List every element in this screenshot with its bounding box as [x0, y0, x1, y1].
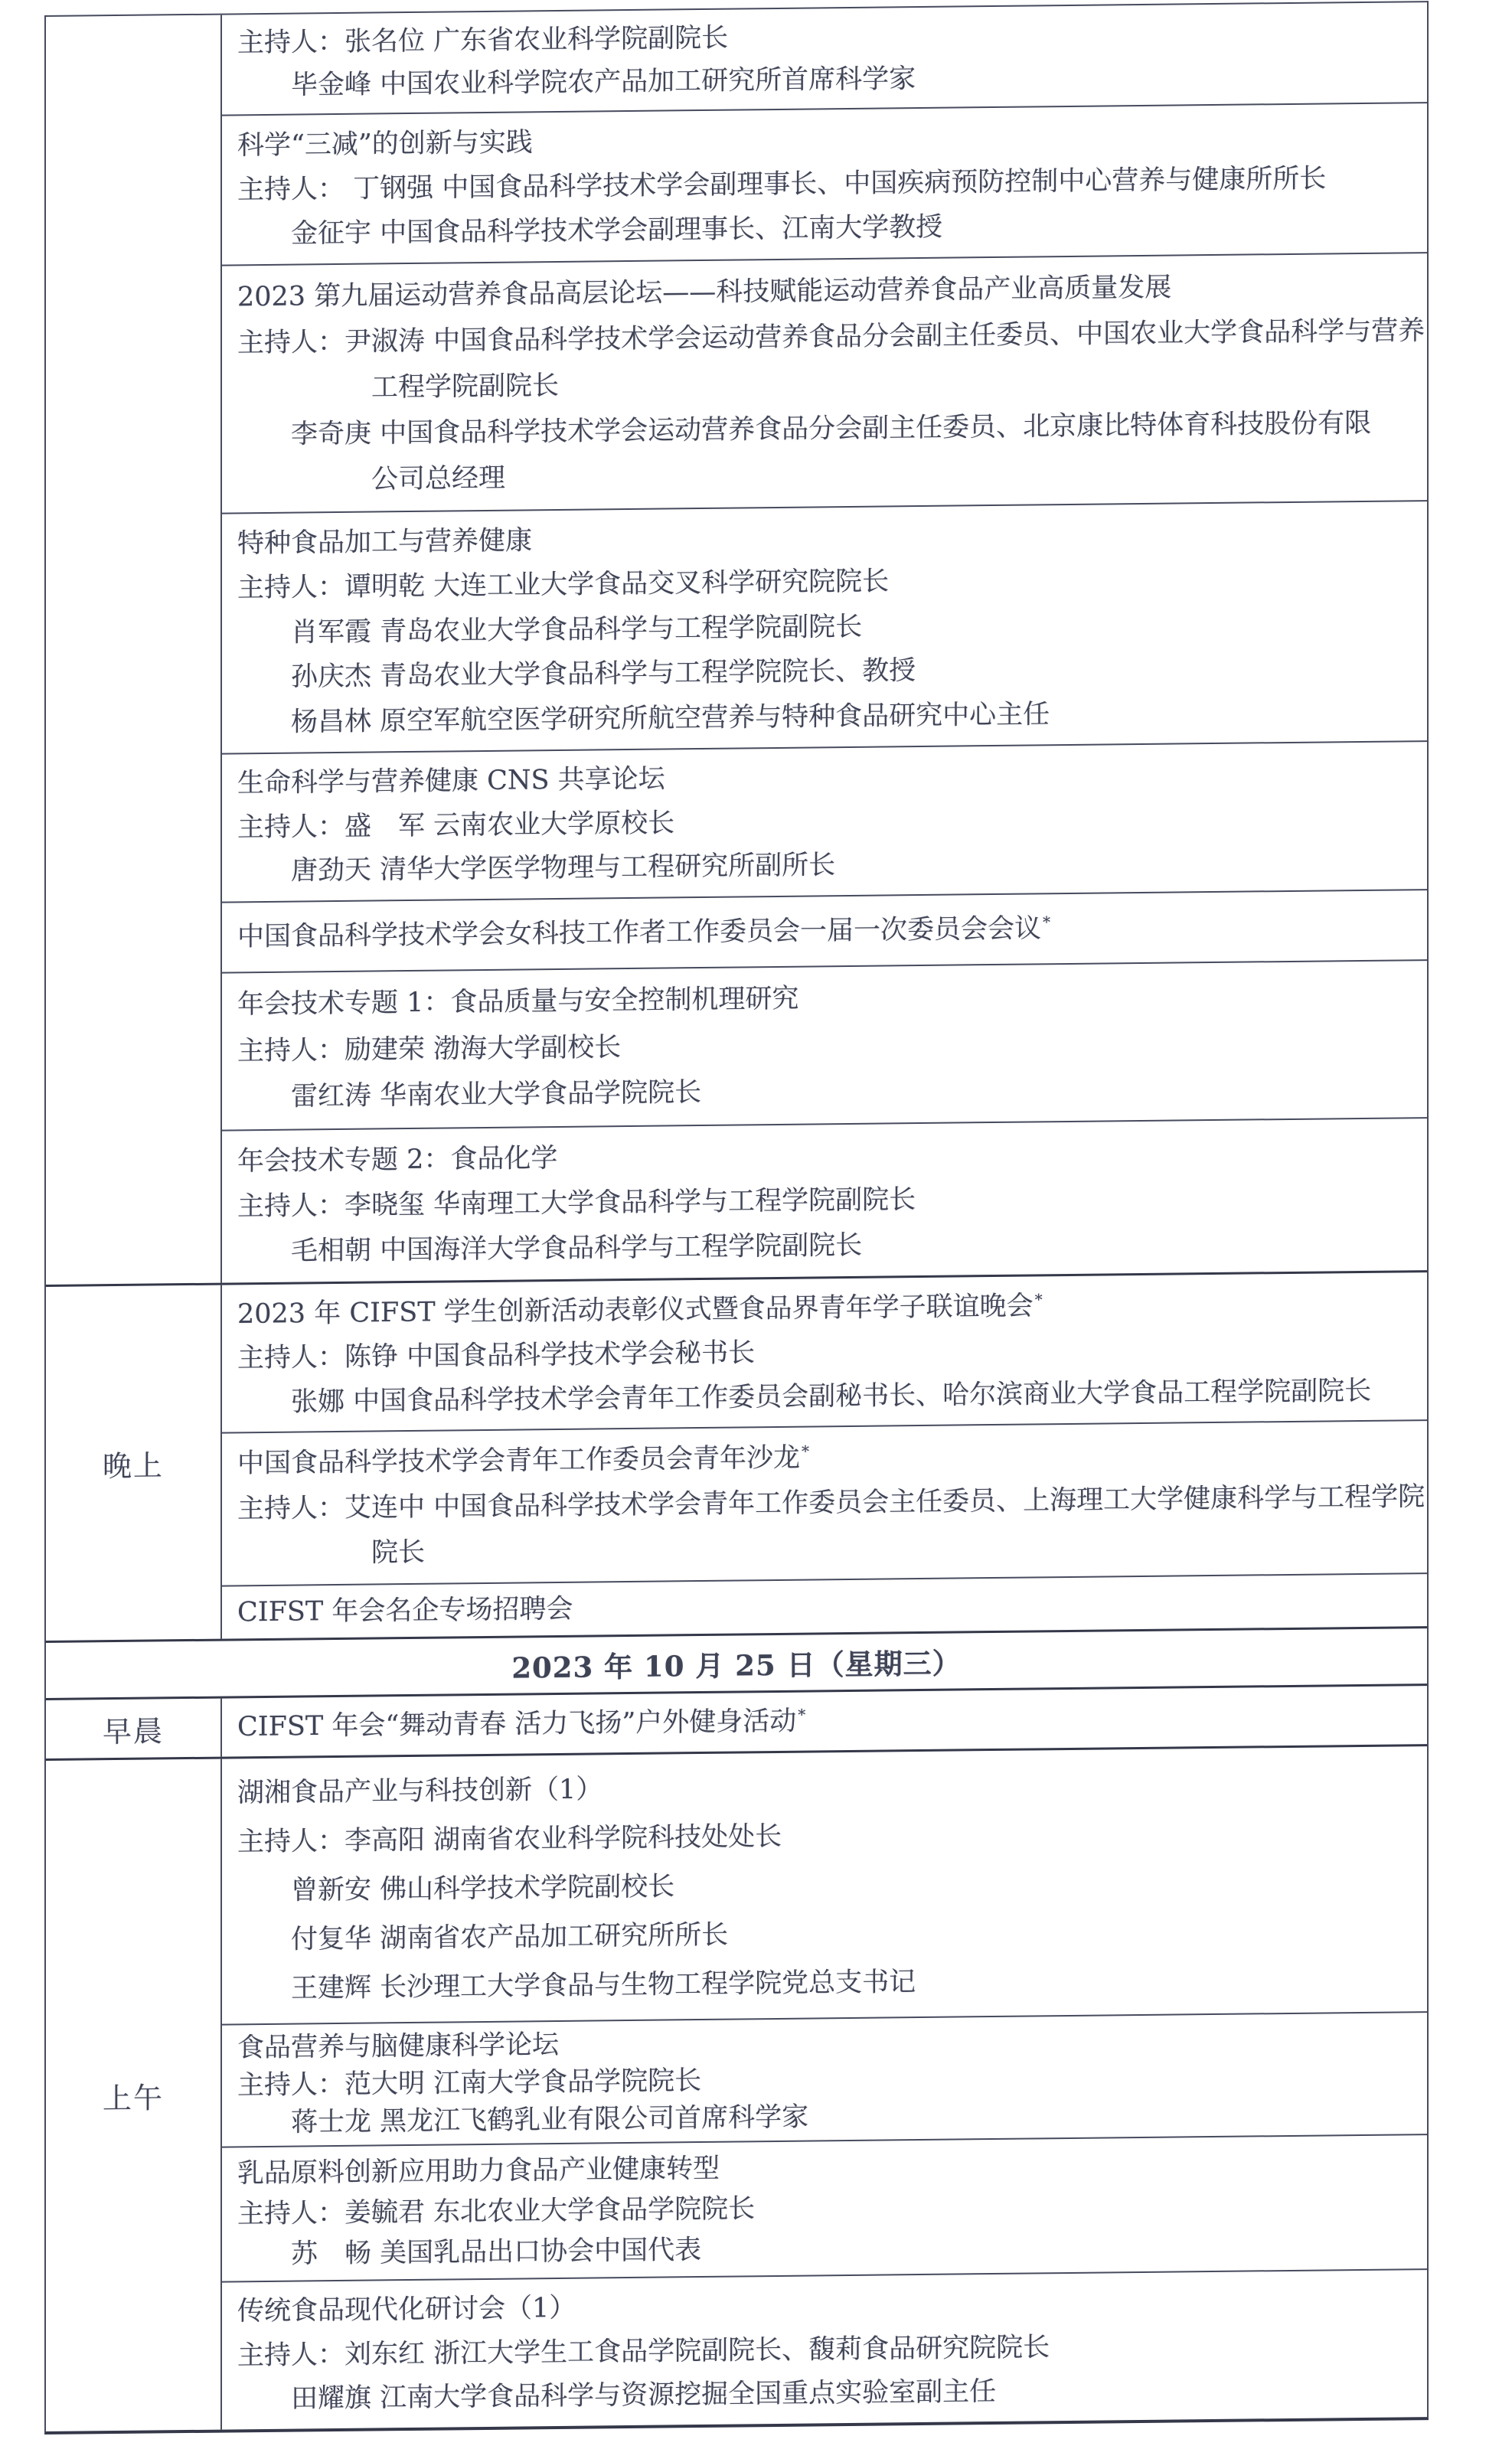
session-row	[222, 2, 1427, 114]
session-rows	[222, 1272, 1427, 1638]
schedule-section	[46, 1744, 1427, 2431]
session-rows	[222, 2, 1427, 1282]
time-cell	[46, 1759, 222, 2431]
time-label: 早晨	[102, 1713, 164, 1749]
moderator-name-line: 杨昌林 原空军航空医学研究所航空营养与特种食品研究中心主任	[291, 698, 1050, 738]
moderator-name-line: 孙庆杰 青岛农业大学食品科学与工程学院院长、教授	[291, 655, 916, 693]
session-row	[222, 1419, 1427, 1585]
session-title-line: 乳品原料创新应用助力食品产业健康转型	[237, 2153, 720, 2189]
session-row	[222, 1117, 1427, 1282]
moderator-line: 主持人：刘东红 浙江大学生工食品学院副院长、馥莉食品研究院院长	[237, 2331, 1050, 2372]
moderator-line: 主持人：尹淑涛 中国食品科学技术学会运动营养食品分会副主任委员、中国农业大学食品科学与营养	[237, 315, 1425, 359]
moderator-line: 主持人：李晓玺 华南理工大学食品科学与工程学院副院长	[237, 1184, 916, 1223]
continuation-line: 工程学院副院长	[371, 370, 560, 403]
session-title-line: 传统食品现代化研讨会（1）	[237, 2292, 576, 2327]
moderator-name-line: 唐劲天 清华大学医学物理与工程研究所副所长	[291, 850, 836, 887]
session-title-line: 2023 第九届运动营养食品高层论坛——科技赋能运动营养食品产业高质量发展	[237, 272, 1172, 312]
session-row	[222, 1746, 1427, 2023]
session-title-line: 2023 年 CIFST 学生创新活动表彰仪式暨食品界青年学子联谊晚会 *	[237, 1290, 1043, 1330]
footnote-asterisk: *	[798, 1706, 806, 1725]
session-title-line: CIFST 年会名企专场招聘会	[237, 1593, 573, 1628]
time-label: 上午	[102, 2080, 164, 2115]
session-title-line: 食品营养与脑健康科学论坛	[237, 2029, 560, 2063]
footnote-asterisk: *	[1043, 913, 1051, 932]
schedule-section	[46, 2, 1427, 1285]
session-title-line: 中国食品科学技术学会青年工作委员会青年沙龙 *	[237, 1442, 810, 1480]
continuation-line: 公司总经理	[371, 462, 506, 495]
session-row	[222, 1272, 1427, 1432]
moderator-line: 主持人：励建荣 渤海大学副校长	[237, 1031, 622, 1067]
session-row	[222, 2268, 1427, 2429]
moderator-name-line: 付复华 湖南省农产品加工研究所所长	[291, 1919, 729, 1955]
footnote-asterisk: *	[1034, 1290, 1043, 1309]
session-row	[222, 740, 1427, 901]
moderator-name-line: 金征宇 中国食品科学技术学会副理事长、江南大学教授	[291, 211, 943, 250]
time-cell	[46, 1699, 222, 1759]
session-row	[222, 500, 1427, 753]
session-row	[222, 889, 1427, 972]
moderator-name-line: 张娜 中国食品科学技术学会青年工作委员会副秘书长、哈尔滨商业大学食品工程学院副院长	[291, 1375, 1372, 1418]
session-title-line: CIFST 年会“舞动青春 活力飞扬”户外健身活动 *	[237, 1706, 806, 1743]
moderator-name-line: 曾新安 佛山科学技术学院副校长	[291, 1871, 675, 1906]
schedule-section	[46, 1270, 1427, 1641]
session-title-line: 生命科学与营养健康 CNS 共享论坛	[237, 763, 665, 799]
moderator-name-line: 毕金峰 中国农业科学院农产品加工研究所首席科学家	[291, 63, 916, 101]
session-row	[222, 2134, 1427, 2281]
moderator-line: 主持人：张名位 广东省农业科学院副院长	[237, 22, 729, 59]
session-row	[222, 2011, 1427, 2146]
moderator-line: 主持人：姜毓君 东北农业大学食品学院院长	[237, 2193, 756, 2230]
moderator-name-line: 苏 畅 美国乳品出口协会中国代表	[291, 2234, 702, 2270]
session-title-line: 湖湘食品产业与科技创新（1）	[237, 1773, 603, 1808]
moderator-line: 主持人：李高阳 湖南省农业科学院科技处处长	[237, 1821, 782, 1858]
session-title-line: 特种食品加工与营养健康	[237, 525, 533, 560]
moderator-name-line: 雷红涛 华南农业大学食品学院院长	[291, 1077, 702, 1113]
moderator-line: 主持人： 丁钢强 中国食品科学技术学会副理事长、中国疾病预防控制中心营养与健康所所长	[237, 163, 1327, 206]
session-rows	[222, 1746, 1427, 2429]
date-text: 2023 年 10 月 25 日（星期三）	[511, 1646, 962, 1685]
moderator-line: 主持人：陈铮 中国食品科学技术学会秘书长	[237, 1337, 756, 1374]
session-title-line: 年会技术专题 2：食品化学	[237, 1142, 558, 1177]
session-title-line: 科学“三减”的创新与实践	[237, 126, 533, 161]
moderator-line: 主持人：艾连中 中国食品科学技术学会青年工作委员会主任委员、上海理工大学健康科学与工程学院	[237, 1481, 1425, 1525]
time-cell	[46, 1285, 222, 1641]
session-row	[222, 959, 1427, 1129]
continuation-line: 院长	[371, 1536, 426, 1569]
session-title-line: 中国食品科学技术学会女科技工作者工作委员会一届一次委员会会议 *	[237, 913, 1051, 953]
moderator-name-line: 蒋士龙 黑龙江飞鹤乳业有限公司首席科学家	[291, 2101, 809, 2138]
moderator-name-line: 王建辉 长沙理工大学食品与生物工程学院党总支书记	[291, 1966, 916, 2004]
moderator-line: 主持人：范大明 江南大学食品学院院长	[237, 2065, 702, 2101]
moderator-line: 主持人：盛 军 云南农业大学原校长	[237, 808, 675, 844]
schedule-table	[44, 1, 1429, 2435]
time-label: 晚上	[102, 1448, 164, 1483]
moderator-name-line: 毛相朝 中国海洋大学食品科学与工程学院副院长	[291, 1230, 863, 1267]
moderator-name-line: 田耀旗 江南大学食品科学与资源挖掘全国重点实验室副主任	[291, 2376, 997, 2415]
moderator-name-line: 李奇庚 中国食品科学技术学会运动营养食品分会副主任委员、北京康比特体育科技股份有限	[291, 407, 1372, 450]
session-row	[222, 252, 1427, 512]
session-row	[222, 102, 1427, 264]
time-cell	[46, 15, 222, 1285]
moderator-name-line: 肖军霞 青岛农业大学食品科学与工程学院副院长	[291, 611, 863, 648]
session-title-line: 年会技术专题 1：食品质量与安全控制机理研究	[237, 983, 799, 1021]
moderator-line: 主持人：谭明乾 大连工业大学食品交叉科学研究院院长	[237, 566, 890, 604]
footnote-asterisk: *	[802, 1442, 810, 1461]
